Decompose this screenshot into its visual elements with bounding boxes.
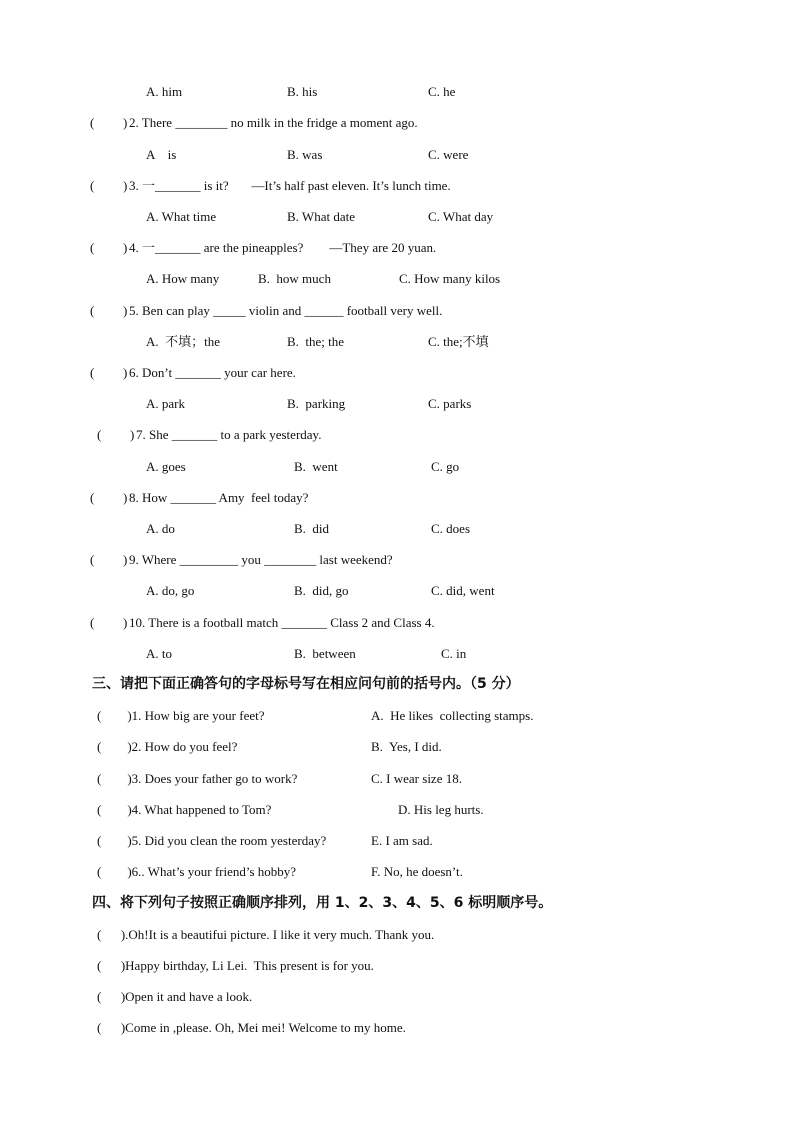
matching-answer: A. He likes collecting stamps.	[371, 708, 534, 723]
option-b[interactable]: B. was	[287, 147, 323, 162]
option-b[interactable]: B. did, go	[294, 583, 349, 598]
question-text: 4. 一_______ are the pineapples? —They are 20 yuan.	[129, 240, 437, 255]
matching-question[interactable]: ( )5. Did you clean the room yesterday?	[97, 833, 327, 848]
question-text: 9. Where _________ you ________ last weekend?	[129, 552, 393, 567]
option-a[interactable]: A. How many	[146, 271, 220, 286]
option-c[interactable]: C. were	[428, 147, 469, 162]
answer-paren[interactable]: (	[90, 365, 95, 380]
option-b[interactable]: B. parking	[287, 396, 346, 411]
option-c[interactable]: C. in	[441, 646, 467, 661]
question-text: 7. She _______ to a park yesterday.	[136, 427, 322, 442]
question-text: 2. There ________ no milk in the fridge a moment ago.	[129, 115, 418, 130]
answer-paren-close: )	[123, 115, 128, 130]
option-a[interactable]: A. goes	[146, 459, 186, 474]
matching-question[interactable]: ( )6.. What’s your friend’s hobby?	[97, 864, 297, 879]
answer-paren-close: )	[123, 552, 128, 567]
option-c[interactable]: C. parks	[428, 396, 472, 411]
option-a[interactable]: A. 不填；the	[146, 334, 221, 349]
option-a[interactable]: A is	[146, 147, 177, 162]
matching-answer: E. I am sad.	[371, 833, 433, 848]
matching-question[interactable]: ( )4. What happened to Tom?	[97, 802, 272, 817]
ordering-item[interactable]: ( )Happy birthday, Li Lei. This present is for you.	[97, 958, 374, 973]
option-c[interactable]: C. What day	[428, 209, 494, 224]
option-a[interactable]: A. do	[146, 521, 175, 536]
matching-question[interactable]: ( )1. How big are your feet?	[97, 708, 265, 723]
option-b[interactable]: B. the; the	[287, 334, 345, 349]
option-a[interactable]: A. to	[146, 646, 172, 661]
option-c[interactable]: C. did, went	[431, 583, 495, 598]
question-text: 6. Don’t _______ your car here.	[129, 365, 296, 380]
answer-paren-close: )	[130, 427, 135, 442]
option-b[interactable]: B. did	[294, 521, 330, 536]
answer-paren-close: )	[123, 178, 128, 193]
answer-paren[interactable]: (	[97, 427, 102, 442]
answer-paren-close: )	[123, 303, 128, 318]
option-a[interactable]: A. park	[146, 396, 185, 411]
option-a[interactable]: A. do, go	[146, 583, 195, 598]
matching-question[interactable]: ( )3. Does your father go to work?	[97, 771, 298, 786]
option-b[interactable]: B. went	[294, 459, 338, 474]
answer-paren[interactable]: (	[90, 303, 95, 318]
ordering-item[interactable]: ( ).Oh!It is a beautifui picture. I like it very much. Thank you.	[97, 927, 435, 942]
answer-paren-close: )	[123, 365, 128, 380]
question-text: 5. Ben can play _____ violin and ______ football very well.	[129, 303, 443, 318]
option-c[interactable]: C. go	[431, 459, 460, 474]
option-b[interactable]: B. between	[294, 646, 356, 661]
option-c[interactable]: C. he	[428, 84, 456, 99]
answer-paren[interactable]: (	[90, 490, 95, 505]
matching-answer: F. No, he doesn’t.	[371, 864, 463, 879]
option-b[interactable]: B. his	[287, 84, 318, 99]
option-c[interactable]: C. How many kilos	[399, 271, 501, 286]
answer-paren-close: )	[123, 615, 128, 630]
ordering-item[interactable]: ( )Open it and have a look.	[97, 989, 253, 1004]
section-3-heading: 三、请把下面正确答句的字母标号写在相应问句前的括号内。（5 分）	[92, 676, 520, 692]
matching-answer: C. I wear size 18.	[371, 771, 462, 786]
question-text: 8. How _______ Amy feel today?	[129, 490, 309, 505]
option-b[interactable]: B. What date	[287, 209, 355, 224]
answer-paren[interactable]: (	[90, 178, 95, 193]
option-c[interactable]: C. the;不填	[428, 334, 489, 349]
answer-paren[interactable]: (	[90, 240, 95, 255]
question-text: 3. 一_______ is it? —It’s half past eleven. It’s lunch time.	[129, 178, 451, 193]
ordering-item[interactable]: ( )Come in ,please. Oh, Mei mei! Welcome to my home.	[97, 1020, 406, 1035]
option-b[interactable]: B. how much	[258, 271, 331, 286]
option-a[interactable]: A. What time	[146, 209, 217, 224]
matching-answer: D. His leg hurts.	[398, 802, 484, 817]
answer-paren[interactable]: (	[90, 115, 95, 130]
option-c[interactable]: C. does	[431, 521, 470, 536]
answer-paren-close: )	[123, 490, 128, 505]
question-text: 10. There is a football match _______ Class 2 and Class 4.	[129, 615, 435, 630]
answer-paren[interactable]: (	[90, 615, 95, 630]
answer-paren-close: )	[123, 240, 128, 255]
section-4-heading: 四、将下列句子按照正确顺序排列，用 1、2、3、4、5、6 标明顺序号。	[92, 895, 553, 911]
answer-paren[interactable]: (	[90, 552, 95, 567]
matching-answer: B. Yes, I did.	[371, 739, 442, 754]
option-a[interactable]: A. him	[146, 84, 183, 99]
matching-question[interactable]: ( )2. How do you feel?	[97, 739, 238, 754]
